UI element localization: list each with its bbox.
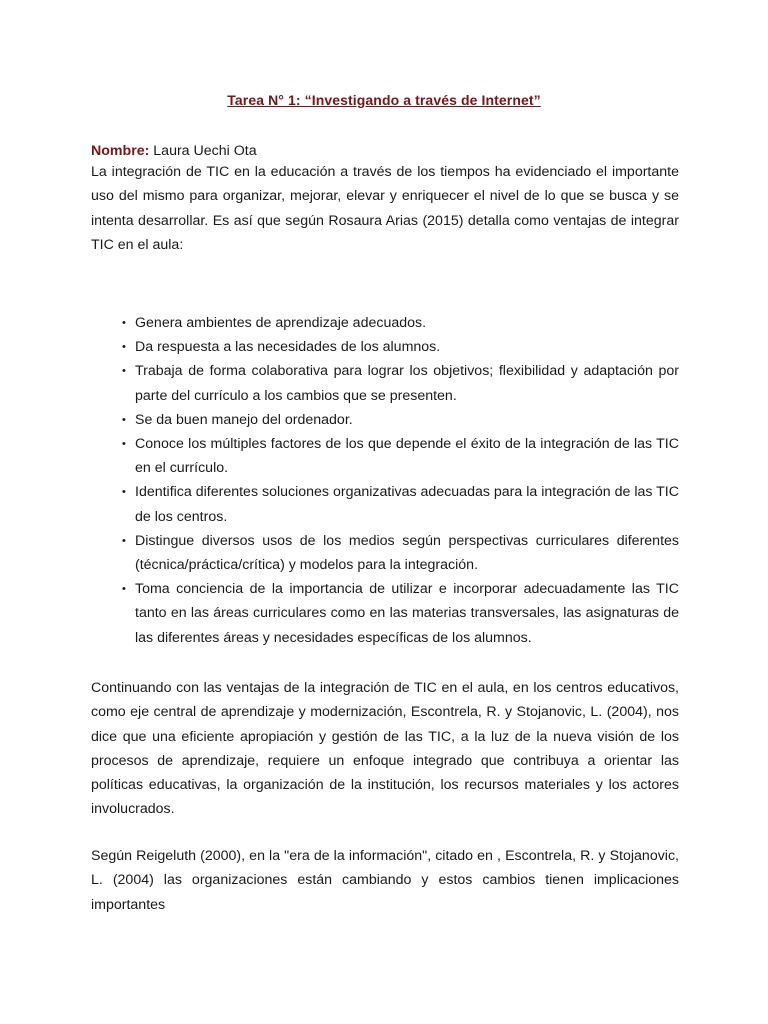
bullet-icon: • (122, 534, 126, 547)
list-item (91, 311, 679, 335)
advantages-list (91, 311, 679, 650)
list-item-text: Toma conciencia de la importancia de utilizar e incorporar adecuadamente las TIC tanto en las áreas curriculares como en las materias transversales, las asignaturas de las diferentes áreas y necesidades específicas de los alumnos. (135, 581, 679, 646)
bullet-icon: • (122, 438, 126, 451)
body-paragraph: Continuando con las ventajas de la integración de TIC en el aula, en los centros educativos, como eje central de aprendizaje y modernización, Escontrela, R. y Stojanovic, L. (2004), nos dice que una eficiente apropiación y gestión de las TIC, a la luz de la nueva visión de los procesos de aprendizaje, requiere un enfoque integrado que contribuya a orientar las políticas educativas, la organización de la institución, los recursos materiales y los actores involucrados. (91, 680, 679, 818)
list-item-text: Da respuesta a las necesidades de los alumnos. (135, 339, 441, 356)
list-item-text: Identifica diferentes soluciones organizativas adecuadas para la integración de las TIC de los centros. (135, 484, 679, 525)
bullet-icon: • (122, 341, 126, 354)
name-line (91, 143, 257, 159)
bullet-icon: • (122, 413, 126, 426)
list-item (91, 359, 679, 407)
bullet-icon: • (122, 486, 126, 499)
list-item-text: Conoce los múltiples factores de los que depende el éxito de la integración de las TIC en el currículo. (135, 436, 679, 477)
body-paragraph: Según Reigeluth (2000), en la "era de la información", citado en , Escontrela, R. y Stojanovic, L. (2004) las organizaciones están cambiando y estos cambios tienen implicaciones importantes (91, 848, 679, 913)
bullet-icon: • (122, 583, 126, 596)
list-item (91, 408, 679, 432)
list-item-text: Trabaja de forma colaborativa para lograr los objetivos; flexibilidad y adaptación por parte del currículo a los cambios que se presenten. (135, 363, 679, 404)
list-item-text: Genera ambientes de aprendizaje adecuados. (135, 315, 427, 331)
name-value: Laura Uechi Ota (149, 143, 257, 159)
list-item (91, 577, 679, 650)
list-item (91, 529, 679, 577)
list-item (91, 480, 679, 528)
list-item (91, 432, 679, 480)
intro-paragraph: La integración de TIC en la educación a través de los tiempos ha evidenciado el importante uso del mismo para organizar, mejorar, elevar y enriquecer el nivel de lo que se busca y se intenta desarrollar. Es así que según Rosaura Arias (2015) detalla como ventajas de integrar TIC en el aula: (91, 164, 679, 253)
name-label: Nombre: (91, 143, 150, 159)
bullet-icon: • (122, 317, 126, 329)
list-item-text: Se da buen manejo del ordenador. (135, 411, 353, 428)
bullet-icon: • (122, 365, 126, 378)
page-title: Tarea N° 1: “Investigando a través de Internet” (227, 92, 541, 108)
list-item (91, 335, 679, 359)
list-item-text: Distingue diversos usos de los medios según perspectivas curriculares diferentes (técnica/práctica/crítica) y modelos para la integración. (135, 532, 679, 574)
